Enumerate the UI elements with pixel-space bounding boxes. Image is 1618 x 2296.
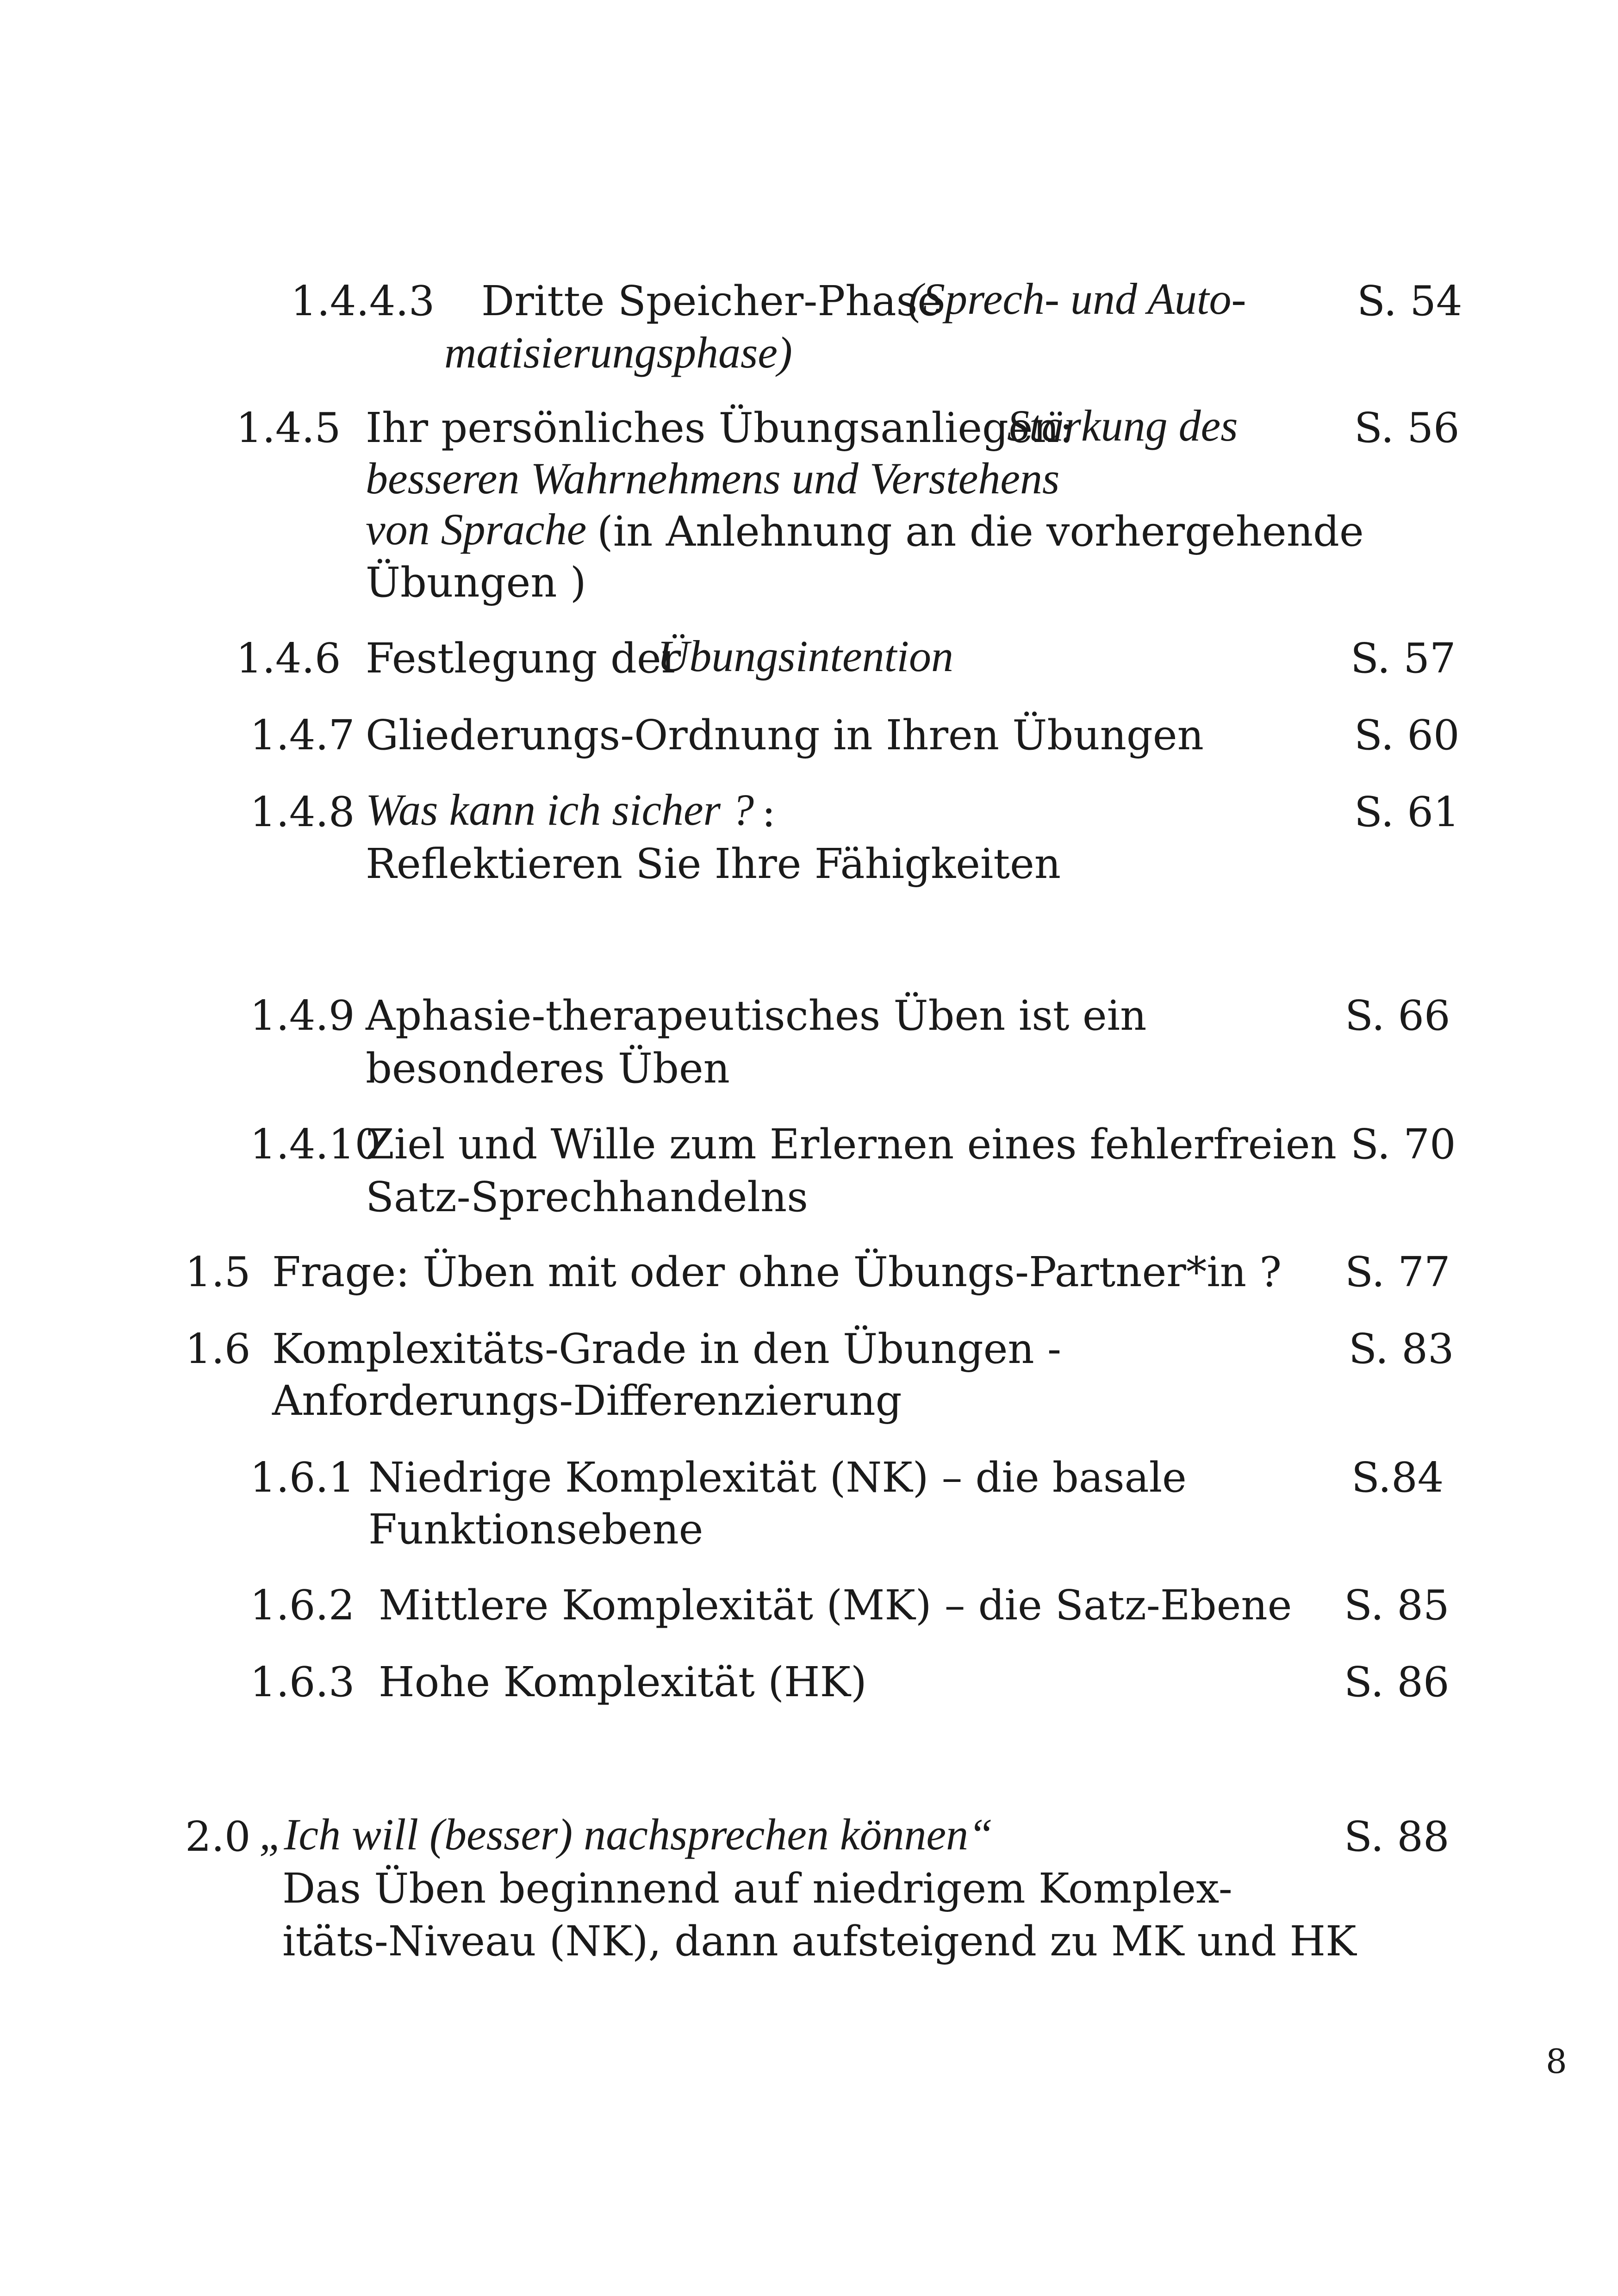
- toc-italic-1-4-5-line3: von Sprache: [366, 504, 587, 554]
- toc-number-1-4-7: 1.4.7: [250, 711, 355, 759]
- toc-title-italic-2-0: „Ich will (besser) nachsprechen können“: [259, 1810, 993, 1859]
- toc-title-italic-1-4-8: Was kann ich sicher ?: [366, 785, 754, 834]
- toc-number-1-6-3: 1.6.3: [250, 1658, 355, 1706]
- toc-page-1-5: S. 77: [1345, 1248, 1450, 1296]
- toc-number-1-4-10: 1.4.10: [250, 1120, 381, 1168]
- toc-subtitle-1-4-4-3: (Sprech- und Auto-: [908, 274, 1246, 324]
- toc-italic-1-4-5: Stärkung des: [1007, 401, 1238, 450]
- toc-page-1-4-9: S. 66: [1345, 991, 1450, 1039]
- toc-title-1-6-3: Hohe Komplexität (HK): [379, 1658, 867, 1706]
- toc-page-1-6-2: S. 85: [1344, 1581, 1450, 1629]
- toc-title-1-4-10: Ziel und Wille zum Erlernen eines fehlerfreien: [366, 1120, 1337, 1168]
- toc-page-1-6: S. 83: [1349, 1325, 1454, 1373]
- toc-text-1-6-1-line2: Funktionsebene: [368, 1505, 703, 1553]
- toc-number-1-4-9: 1.4.9: [250, 991, 355, 1039]
- toc-text-1-4-9-line2: besonderes Üben: [366, 1044, 730, 1092]
- toc-number-1-6: 1.6: [185, 1325, 251, 1373]
- toc-text-1-4-5-line4: Übungen ): [366, 558, 586, 606]
- toc-text-1-4-10-line2: Satz-Sprechhandelns: [366, 1173, 808, 1221]
- toc-number-1-4-5: 1.4.5: [236, 404, 341, 452]
- toc-text-1-6-line2: Anforderungs-Differenzierung: [272, 1376, 902, 1425]
- toc-title-1-4-6: Festlegung der: [366, 634, 681, 682]
- toc-page-1-4-7: S. 60: [1354, 711, 1460, 759]
- toc-page-1-4-6: S. 57: [1350, 634, 1456, 682]
- toc-page-2-0: S. 88: [1344, 1812, 1450, 1860]
- toc-title-1-4-9: Aphasie-therapeutisches Üben ist ein: [366, 991, 1147, 1039]
- toc-number-2-0: 2.0: [185, 1812, 251, 1860]
- toc-title-1-6-1: Niedrige Komplexität (NK) – die basale: [368, 1453, 1187, 1501]
- toc-page-1-4-4-3: S. 54: [1357, 277, 1462, 325]
- toc-title-1-4-5: Ihr persönliches Übungsanliegen:: [366, 404, 1073, 452]
- toc-number-1-4-4-3: 1.4.4.3: [291, 277, 435, 325]
- toc-title-1-4-4-3: Dritte Speicher-Phase: [481, 277, 942, 325]
- toc-title-rest-1-4-8: :: [762, 788, 776, 836]
- toc-subtitle-1-4-4-3-cont: matisierungsphase): [444, 328, 792, 377]
- toc-page-1-4-5: S. 56: [1354, 404, 1460, 452]
- toc-number-1-6-1: 1.6.1: [250, 1453, 355, 1501]
- toc-page-1-4-8: S. 61: [1354, 788, 1460, 836]
- toc-number-1-4-8: 1.4.8: [250, 788, 355, 836]
- toc-title-italic-1-4-6: Übungsintention: [657, 631, 953, 681]
- toc-italic-1-4-5-line2: besseren Wahrnehmens und Verstehens: [366, 454, 1060, 503]
- toc-title-1-5: Frage: Üben mit oder ohne Übungs-Partner*in ?: [272, 1248, 1282, 1296]
- toc-text-2-0-line3: itäts-Niveau (NK), dann aufsteigend zu MK und HK: [282, 1917, 1357, 1965]
- toc-number-1-5: 1.5: [185, 1248, 251, 1296]
- toc-title-1-6: Komplexitäts-Grade in den Übungen -: [272, 1325, 1062, 1373]
- toc-page-1-4-10: S. 70: [1350, 1120, 1456, 1168]
- toc-text-1-4-8-line2: Reflektieren Sie Ihre Fähigkeiten: [366, 840, 1061, 888]
- toc-number-1-6-2: 1.6.2: [250, 1581, 355, 1629]
- toc-title-1-6-2: Mittlere Komplexität (MK) – die Satz-Ebene: [379, 1581, 1292, 1629]
- toc-page-1-6-1: S.84: [1351, 1453, 1444, 1501]
- toc-title-1-4-7: Gliederungs-Ordnung in Ihren Übungen: [366, 711, 1204, 759]
- toc-number-1-4-6: 1.4.6: [236, 634, 341, 682]
- toc-text-1-4-5-line3: (in Anlehnung an die vorhergehende: [597, 507, 1364, 555]
- toc-page-1-6-3: S. 86: [1344, 1658, 1450, 1706]
- page-number: 8: [1546, 2042, 1567, 2081]
- toc-text-2-0-line2: Das Üben beginnend auf niedrigem Komplex-: [282, 1864, 1232, 1912]
